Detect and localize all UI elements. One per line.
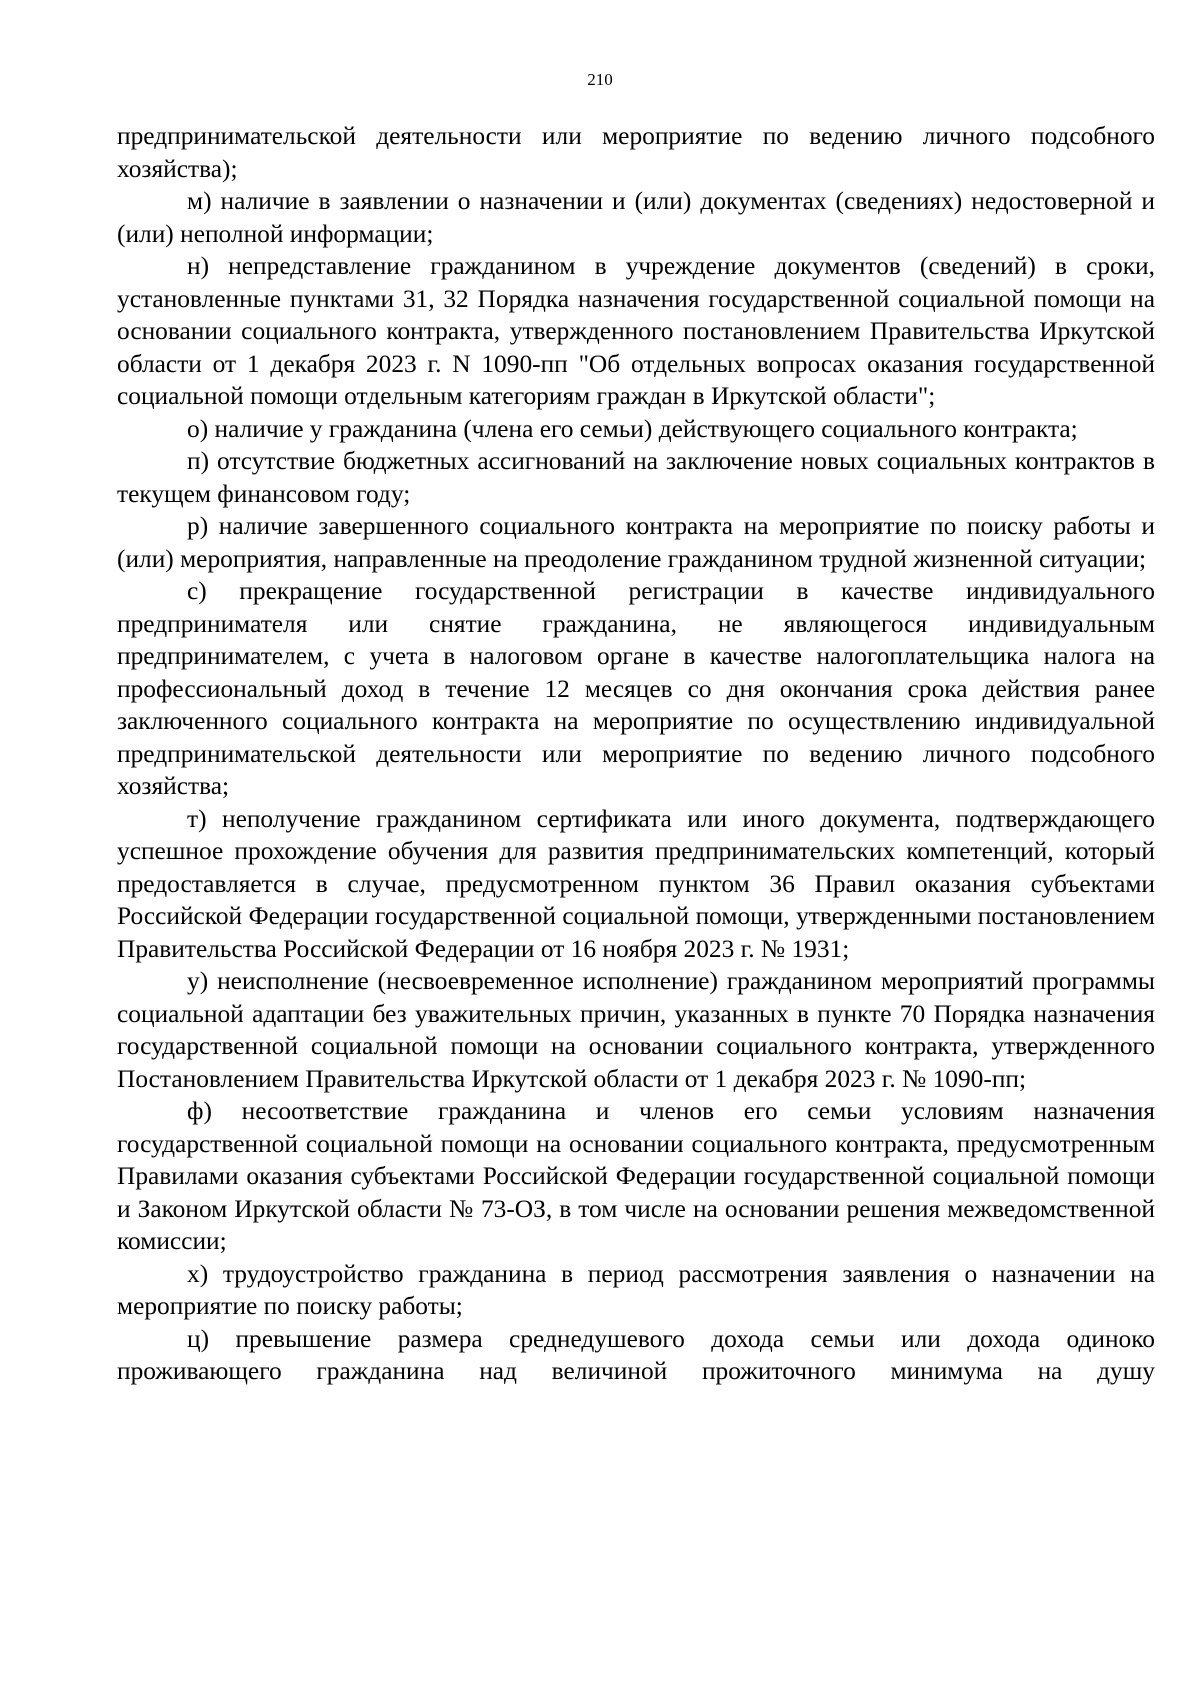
paragraph-item-n: н) непредставление гражданином в учреждение документов (сведений) в сроки, установленные пунктами 31, 32 Порядка назначения государственной социальной помощи на основании социального контракта, утвержденного постановлением Правительства Иркутской области от 1 декабря 2023 г. N 1090-пп "Об отдельных вопросах оказания государственной социальной помощи отдельным категориям граждан в Иркутской области";	[117, 252, 1155, 410]
document-body	[117, 120, 1155, 1388]
paragraph-item-o: о) наличие у гражданина (члена его семьи) действующего социального контракта;	[187, 414, 1078, 443]
paragraph-item-ts: ц) превышение размера среднедушевого дохода семьи или дохода одиноко проживающего гражданина над величиной прожиточного минимума на душу	[117, 1324, 1155, 1385]
paragraph-item-h: х) трудоустройство гражданина в период рассмотрения заявления о назначении на мероприятие по поиску работы;	[117, 1259, 1155, 1320]
paragraph-item-r: р) наличие завершенного социального контракта на мероприятие по поиску работы и (или) мероприятия, направленные на преодоление гражданином трудной жизненной ситуации;	[117, 512, 1155, 573]
paragraph-item-f: ф) несоответствие гражданина и членов его семьи условиям назначения государственной социальной помощи на основании социального контракта, предусмотренным Правилами оказания субъектами Российской Федерации государственной социальной помощи и Законом Иркутской области № 73-ОЗ, в том числе на основании решения межведомственной комиссии;	[117, 1097, 1155, 1255]
paragraph-item-s: с) прекращение государственной регистрации в качестве индивидуального предпринимателя или снятие гражданина, не являющегося индивидуальным предпринимателем, с учета в налоговом органе в качестве налогоплательщика налога на профессиональный доход в течение 12 месяцев со дня окончания срока действия ранее заключенного социального контракта на мероприятие по осуществлению индивидуальной предпринимательской деятельности или мероприятие по ведению личного подсобного хозяйства;	[117, 577, 1155, 800]
paragraph-continuation: предпринимательской деятельности или мероприятие по ведению личного подсобного хозяйства);	[117, 122, 1155, 183]
paragraph-item-u: у) неисполнение (несвоевременное исполнение) гражданином мероприятий программы социальной адаптации без уважительных причин, указанных в пункте 70 Порядка назначения государственной социальной помощи на основании социального контракта, утвержденного Постановлением Правительства Иркутской области от 1 декабря 2023 г. № 1090-пп;	[117, 967, 1155, 1093]
page-number: 210	[587, 70, 613, 89]
paragraph-item-m: м) наличие в заявлении о назначении и (или) документах (сведениях) недостоверной и (или) неполной информации;	[117, 187, 1155, 248]
paragraph-item-p: п) отсутствие бюджетных ассигнований на заключение новых социальных контрактов в текущем финансовом году;	[117, 447, 1155, 508]
paragraph-item-t: т) неполучение гражданином сертификата или иного документа, подтверждающего успешное прохождение обучения для развития предпринимательских компетенций, который предоставляется в случае, предусмотренном пунктом 36 Правил оказания субъектами Российской Федерации государственной социальной помощи, утвержденными постановлением Правительства Российской Федерации от 16 ноября 2023 г. № 1931;	[117, 804, 1155, 963]
